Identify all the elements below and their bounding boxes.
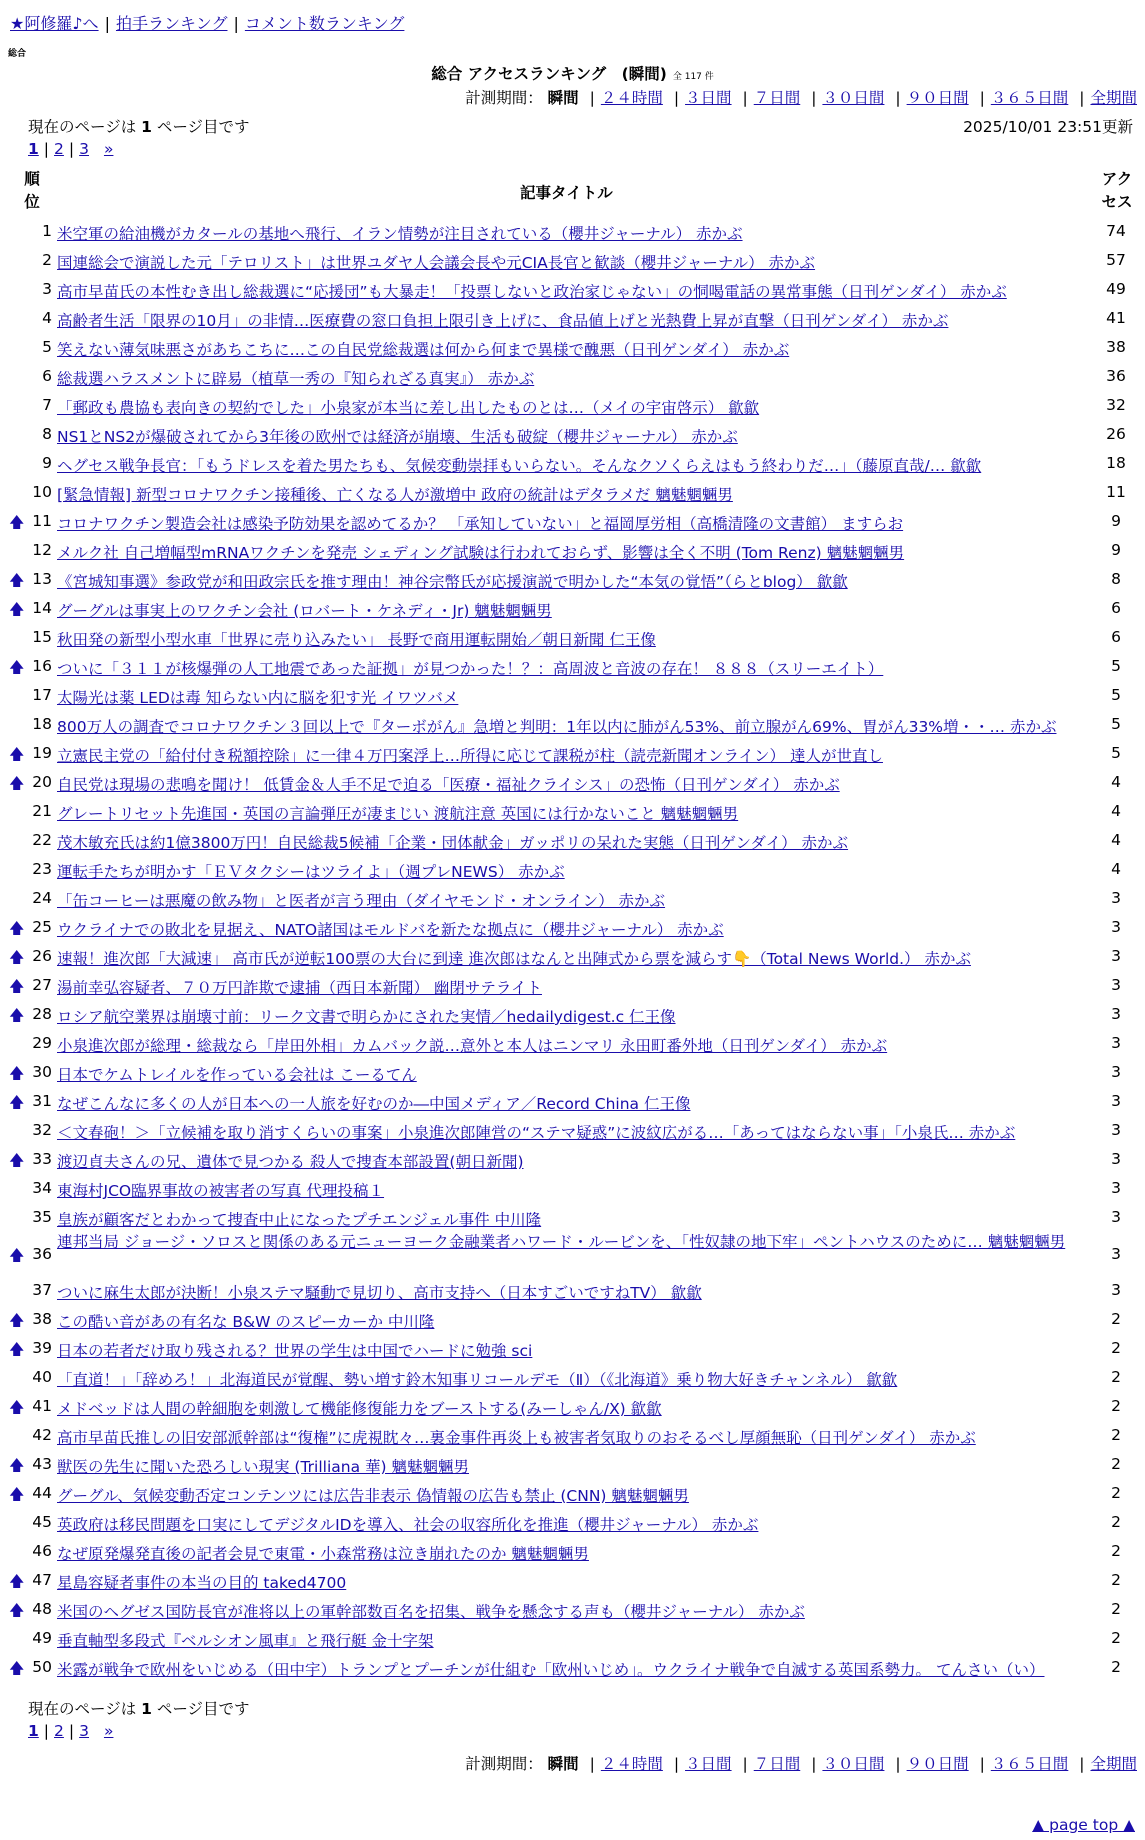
article-title-link[interactable]: ウクライナでの敗北を見据え、NATO諸国はモルドバを新たな拠点に（櫻井ジャーナル） 赤かぶ <box>57 921 724 939</box>
table-row <box>0 1029 1145 1058</box>
top-navigation <box>10 11 404 34</box>
rank-up-arrow-icon: 🡅 <box>9 1246 25 1264</box>
article-title-link[interactable]: ロシア航空業界は崩壊寸前：リーク文書で明らかにされた実情／hedailydigest.c 仁王像 <box>57 1008 676 1026</box>
access-count: 2 <box>1111 1426 1121 1444</box>
article-title-link[interactable]: 米露が戦争で欧州をいじめる（田中宇）トランプとプーチンが仕組む「欧州いじめ」。ウクライナ戦争で自滅する英国系勢力。 てんさい（い） <box>57 1661 1045 1679</box>
access-header: アクセス <box>1101 170 1133 211</box>
rank-number: 3 <box>42 280 52 298</box>
rank-number: 8 <box>42 425 52 443</box>
article-title-link[interactable]: 高齢者生活「限界の10月」の非情…医療費の窓口負担上限引き上げに、食品値上げと光熱費上昇が直撃（日刊ゲンダイ） 赤かぶ <box>57 312 949 330</box>
page-link-3[interactable]: 3 <box>79 1722 90 1740</box>
rank-number: 38 <box>32 1310 52 1328</box>
rank-number: 15 <box>32 628 52 646</box>
access-count: 3 <box>1111 1245 1121 1263</box>
table-row <box>0 304 1145 333</box>
access-count: 11 <box>1106 483 1126 501</box>
access-count: 3 <box>1111 1281 1121 1299</box>
table-row <box>0 1653 1145 1682</box>
rank-number: 18 <box>32 715 52 733</box>
access-count: 2 <box>1111 1368 1121 1386</box>
rank-number: 5 <box>42 338 52 356</box>
table-row <box>0 1392 1145 1421</box>
article-title-link[interactable]: ついに「３１１が核爆弾の人工地震であった証拠」が見つかった！？：高周波と音波の存在！ ８８８（スリーエイト） <box>57 660 884 678</box>
table-row <box>0 1000 1145 1029</box>
page-link-2[interactable]: 2 <box>54 140 64 158</box>
table-row <box>0 1508 1145 1537</box>
access-count: 41 <box>1106 309 1126 327</box>
rank-number: 9 <box>42 454 52 472</box>
rank-number: 17 <box>32 686 52 704</box>
table-row <box>0 1305 1145 1334</box>
rank-number: 31 <box>32 1092 52 1110</box>
rank-number: 16 <box>32 657 52 675</box>
access-count: 9 <box>1111 541 1121 559</box>
period-link-all[interactable]: 全期間 <box>1090 1755 1137 1773</box>
rank-number: 7 <box>42 396 52 414</box>
article-count: 全 117 件 <box>672 72 714 82</box>
rank-up-arrow-icon: 🡅 <box>9 1340 25 1358</box>
article-title-link[interactable]: グレートリセット先進国・英国の言論弾圧が凄まじい 渡航注意 英国には行かないこと 魑魅魍魎男 <box>57 805 739 823</box>
access-count: 4 <box>1111 773 1121 791</box>
access-count: 2 <box>1111 1658 1121 1676</box>
updated-timestamp: 2025/10/01 23:51更新 <box>963 118 1133 136</box>
article-title-link[interactable]: グーグル、気候変動否定コンテンツには広告非表示 偽情報の広告も禁止 (CNN) 魑魅魍魎男 <box>57 1487 689 1505</box>
period-link-90d[interactable]: ９０日間 <box>906 1755 969 1773</box>
access-count: 3 <box>1111 1208 1121 1226</box>
article-title-link[interactable]: 国連総会で演説した元「テロリスト」は世界ユダヤ人会議会長や元CIA長官と歓談（櫻井ジャーナル） 赤かぶ <box>57 254 816 272</box>
rank-number: 14 <box>32 599 52 617</box>
access-count: 3 <box>1111 889 1121 907</box>
table-row <box>0 681 1145 710</box>
article-title-link[interactable]: 運転手たちが明かす「ＥＶタクシーはツライよ」（週プレNEWS） 赤かぶ <box>57 863 565 881</box>
article-title-link[interactable]: なぜ原発爆発直後の記者会見で東電・小森常務は泣き崩れたのか 魑魅魍魎男 <box>57 1545 589 1563</box>
access-count: 2 <box>1111 1310 1121 1328</box>
access-count: 2 <box>1111 1397 1121 1415</box>
article-title-link[interactable]: 立憲民主党の「給付付き税額控除」に一律４万円案浮上…所得に応じて課税が柱（読売新聞オンライン） 達人が世直し <box>57 747 883 765</box>
rank-number: 37 <box>32 1281 52 1299</box>
rank-number: 42 <box>32 1426 52 1444</box>
page-title <box>0 62 1145 84</box>
access-count: 26 <box>1106 425 1126 443</box>
article-title-link[interactable]: 笑えない薄気味悪さがあちこちに…この自民党総裁選は何から何まで異様で醜悪（日刊ゲンダイ） 赤かぶ <box>57 341 790 359</box>
page-link-3[interactable]: 3 <box>79 140 90 158</box>
period-link-7d[interactable]: ７日間 <box>753 1755 801 1773</box>
table-row <box>0 246 1145 275</box>
rank-up-arrow-icon: 🡅 <box>9 745 25 763</box>
table-row <box>0 507 1145 536</box>
rank-number: 6 <box>42 367 52 385</box>
article-title-link[interactable]: 米空軍の給油機がカタールの基地へ飛行、イラン情勢が注目されている（櫻井ジャーナル） 赤かぶ <box>57 225 743 243</box>
article-title-link[interactable]: 星島容疑者事件の本当の目的 taked4700 <box>57 1574 347 1592</box>
access-count: 4 <box>1111 802 1121 820</box>
rank-up-arrow-icon: 🡅 <box>9 1659 25 1677</box>
rank-up-arrow-icon: 🡅 <box>9 1456 25 1474</box>
rank-number: 22 <box>32 831 52 849</box>
access-count: 2 <box>1111 1484 1121 1502</box>
rank-up-arrow-icon: 🡅 <box>9 1485 25 1503</box>
rank-number: 48 <box>32 1600 52 1618</box>
access-count: 3 <box>1111 976 1121 994</box>
clap-ranking-link[interactable]: 拍手ランキング <box>115 14 228 33</box>
table-row <box>0 652 1145 681</box>
table-row <box>0 1450 1145 1479</box>
access-count: 5 <box>1111 715 1121 733</box>
table-row <box>0 217 1145 246</box>
access-count: 3 <box>1111 1179 1121 1197</box>
rank-number: 43 <box>32 1455 52 1473</box>
page-link-current[interactable]: 1 <box>28 140 39 158</box>
article-title-link[interactable]: 高市早苗氏の本性むき出し総裁選に“応援団”も大暴走！「投票しないと政治家じゃない」の恫喝電話の異常事態（日刊ゲンダイ） 赤かぶ <box>57 283 1007 301</box>
rank-number: 47 <box>32 1571 52 1589</box>
article-title-link[interactable]: [緊急情報] 新型コロナワクチン接種後、亡くなる人が激増中 政府の統計はデタラメだ 魑魅魍魎男 <box>57 486 733 504</box>
period-link-7d[interactable]: ７日間 <box>753 89 801 107</box>
access-count: 2 <box>1111 1571 1121 1589</box>
period-selector-top: 計測期間： 瞬間 | ２４時間 | ３日間 | ７日間 | ３０日間 | ９０日間 | ３６５日間 | 全期間 <box>465 89 1137 107</box>
rank-number: 20 <box>32 773 52 791</box>
article-title-link[interactable]: 湯前幸弘容疑者、７０万円詐欺で逮捕（西日本新聞） 幽閉サテライト <box>57 979 542 997</box>
pagination-bottom: 1 | 2 | 3 » <box>28 1722 114 1740</box>
access-count: 2 <box>1111 1339 1121 1357</box>
table-row <box>0 797 1145 826</box>
access-count: 3 <box>1111 1121 1121 1139</box>
ranking-table-body <box>0 217 1145 1682</box>
rank-number: 44 <box>32 1484 52 1502</box>
access-count: 3 <box>1111 1092 1121 1110</box>
rank-number: 29 <box>32 1034 52 1052</box>
rank-up-arrow-icon: 🡅 <box>9 513 25 531</box>
article-title-link[interactable]: 高市早苗氏推しの旧安部派幹部は“復権”に虎視眈々…裏金事件再炎上も被害者気取りのおそるべし厚顔無恥（日刊ゲンダイ） 赤かぶ <box>57 1429 976 1447</box>
article-title-link[interactable]: メドベッドは人間の幹細胞を刺激して機能修復能力をブーストする(みーしゃん/X) 歙歙 <box>57 1400 662 1418</box>
article-title-link[interactable]: 「缶コーヒーは悪魔の飲み物」と医者が言う理由（ダイヤモンド・オンライン） 赤かぶ <box>57 892 666 910</box>
rank-number: 21 <box>32 802 52 820</box>
comment-ranking-link[interactable]: コメント数ランキング <box>244 14 405 33</box>
rank-up-arrow-icon: 🡅 <box>9 774 25 792</box>
access-count: 2 <box>1111 1629 1121 1647</box>
table-row <box>0 1058 1145 1087</box>
page-link-next[interactable]: » <box>103 140 114 158</box>
rank-number: 10 <box>32 483 52 501</box>
table-row <box>0 1232 1145 1276</box>
access-count: 2 <box>1111 1455 1121 1473</box>
table-row <box>0 1363 1145 1392</box>
access-count: 2 <box>1111 1542 1121 1560</box>
access-count: 4 <box>1111 831 1121 849</box>
access-count: 5 <box>1111 744 1121 762</box>
rank-up-arrow-icon: 🡅 <box>9 1006 25 1024</box>
period-link-3d[interactable]: ３日間 <box>685 89 732 107</box>
article-title-link[interactable]: 「郵政も農協も表向きの契約でした」小泉家が本当に差し出したものとは…（メイの宇宙啓示） 歙歙 <box>57 399 760 417</box>
page-top-link[interactable]: ▲ page top ▲ <box>1032 1816 1135 1834</box>
period-link-3d[interactable]: ３日間 <box>685 1755 732 1773</box>
article-title-link[interactable]: 連邦当局 ジョージ・ソロスと関係のある元ニューヨーク金融業者ハワード・ルービンを、「性奴隷の地下牢」ペントハウスのために… 魑魅魍魎男 <box>57 1233 1066 1251</box>
access-count: 3 <box>1111 918 1121 936</box>
rank-up-arrow-icon: 🡅 <box>9 1093 25 1111</box>
rank-number: 11 <box>32 512 52 530</box>
period-link-30d[interactable]: ３０日間 <box>822 1755 885 1773</box>
access-count: 6 <box>1111 628 1121 646</box>
separator: | <box>104 14 110 33</box>
table-row <box>0 1479 1145 1508</box>
period-link-24h[interactable]: ２４時間 <box>600 89 663 107</box>
rank-number: 34 <box>32 1179 52 1197</box>
rank-number: 27 <box>32 976 52 994</box>
rank-number: 26 <box>32 947 52 965</box>
table-row <box>0 623 1145 652</box>
category-label: 総合 <box>8 49 27 59</box>
home-link[interactable]: ★阿修羅♪へ <box>10 14 99 33</box>
rank-up-arrow-icon: 🡅 <box>9 1572 25 1590</box>
table-row <box>0 710 1145 739</box>
article-title-link[interactable]: 獣医の先生に聞いた恐ろしい現実 (Trilliana 華) 魑魅魍魎男 <box>57 1458 469 1476</box>
access-count: 2 <box>1111 1513 1121 1531</box>
table-row <box>0 884 1145 913</box>
access-count: 57 <box>1106 251 1126 269</box>
table-row <box>0 1276 1145 1305</box>
access-count: 49 <box>1106 280 1126 298</box>
access-count: 3 <box>1111 1063 1121 1081</box>
article-title-link[interactable]: 皇族が顧客だとわかって捜査中止になったプチエンジェル事件 中川隆 <box>57 1211 542 1229</box>
access-count: 38 <box>1106 338 1126 356</box>
period-link-365d[interactable]: ３６５日間 <box>990 89 1069 107</box>
article-title-link[interactable]: 自民党は現場の悲鳴を聞け！ 低賃金＆人手不足で迫る「医療・福祉クライシス」の恐怖（日刊ゲンダイ） 赤かぶ <box>57 776 840 794</box>
rank-up-arrow-icon: 🡅 <box>9 977 25 995</box>
table-row <box>0 826 1145 855</box>
rank-number: 28 <box>32 1005 52 1023</box>
article-title-link[interactable]: グーグルは事実上のワクチン会社 (ロバート・ケネディ・Jr) 魑魅魍魎男 <box>57 602 552 620</box>
access-count: 6 <box>1111 599 1121 617</box>
rank-number: 32 <box>32 1121 52 1139</box>
rank-number: 49 <box>32 1629 52 1647</box>
table-row <box>0 594 1145 623</box>
rank-up-arrow-icon: 🡅 <box>9 571 25 589</box>
rank-up-arrow-icon: 🡅 <box>9 1601 25 1619</box>
access-count: 18 <box>1106 454 1126 472</box>
rank-number: 35 <box>32 1208 52 1226</box>
current-page-info-bottom: 現在のページは 1 ページ目です <box>28 1700 250 1718</box>
ranking-table-header <box>0 168 1145 214</box>
rank-header: 順位 <box>24 170 40 211</box>
period-current: 瞬間 <box>547 1755 579 1773</box>
period-link-24h[interactable]: ２４時間 <box>600 1755 663 1773</box>
period-link-365d[interactable]: ３６５日間 <box>990 1755 1069 1773</box>
page-link-next[interactable]: » <box>103 1722 114 1740</box>
access-count: 74 <box>1106 222 1126 240</box>
access-count: 9 <box>1111 512 1121 530</box>
period-link-30d[interactable]: ３０日間 <box>822 89 885 107</box>
article-title-link[interactable]: なぜこんなに多くの人が日本への一人旅を好むのか―中国メディア／Record China 仁王像 <box>57 1095 691 1113</box>
access-count: 8 <box>1111 570 1121 588</box>
period-selector-bottom: 計測期間： 瞬間 | ２４時間 | ３日間 | ７日間 | ３０日間 | ９０日間 | ３６５日間 | 全期間 <box>465 1755 1137 1773</box>
table-row <box>0 1203 1145 1232</box>
article-title-link[interactable]: 小泉進次郎が総理・総裁なら「岸田外相」カムバック説…意外と本人はニンマリ 永田町番外地（日刊ゲンダイ） 赤かぶ <box>57 1037 888 1055</box>
table-row <box>0 333 1145 362</box>
access-count: 3 <box>1111 1005 1121 1023</box>
access-count: 32 <box>1106 396 1126 414</box>
article-title-link[interactable]: 垂直軸型多段式『ベルシオン風車』と飛行艇 金十字架 <box>57 1632 434 1650</box>
rank-number: 50 <box>32 1658 52 1676</box>
table-row <box>0 942 1145 971</box>
separator: | <box>233 14 239 33</box>
article-title-link[interactable]: 渡辺貞夫さんの兄、遺体で見つかる 殺人で捜査本部設置(朝日新聞) <box>57 1153 524 1171</box>
title-header: 記事タイトル <box>520 184 613 202</box>
period-current: 瞬間 <box>547 89 579 107</box>
article-title-link[interactable]: 日本でケムトレイルを作っている会社は こーるてん <box>57 1066 417 1084</box>
rank-up-arrow-icon: 🡅 <box>9 919 25 937</box>
table-row <box>0 1595 1145 1624</box>
rank-number: 12 <box>32 541 52 559</box>
table-row <box>0 1537 1145 1566</box>
access-count: 3 <box>1111 1034 1121 1052</box>
article-title-link[interactable]: コロナワクチン製造会社は感染予防効果を認めてるか？ 「承知していない」と福岡厚労相（高橋清隆の文書館） ますらお <box>57 515 904 533</box>
access-count: 4 <box>1111 860 1121 878</box>
table-row <box>0 1145 1145 1174</box>
article-title-link[interactable]: 速報！進次郎「大減速」 高市氏が逆転100票の大台に到達 進次郎はなんと出陣式から票を減らす👇（Total News World.） 赤かぶ <box>57 950 971 968</box>
rank-number: 2 <box>42 251 52 269</box>
pagination-top: 1 | 2 | 3 » <box>28 140 114 158</box>
table-row <box>0 855 1145 884</box>
current-page-info: 現在のページは 1 ページ目です <box>28 118 250 136</box>
table-row <box>0 768 1145 797</box>
access-count: 3 <box>1111 947 1121 965</box>
rank-number: 24 <box>32 889 52 907</box>
article-title-link[interactable]: 東海村JCO臨界事故の被害者の写真 代理投稿１ <box>57 1182 385 1200</box>
table-row <box>0 1174 1145 1203</box>
rank-number: 4 <box>42 309 52 327</box>
rank-up-arrow-icon: 🡅 <box>9 948 25 966</box>
article-title-link[interactable]: ＜文春砲！＞「立候補を取り消すくらいの事案」小泉進次郎陣営の“ステマ疑惑”に波紋広がる…「あってはならない事」「小泉氏… 赤かぶ <box>57 1124 1016 1142</box>
article-title-link[interactable]: NS1とNS2が爆破されてから3年後の欧州では経済が崩壊、生活も破綻（櫻井ジャーナル） 赤かぶ <box>57 428 738 446</box>
page-link-2[interactable]: 2 <box>54 1722 64 1740</box>
access-count: 36 <box>1106 367 1126 385</box>
article-title-link[interactable]: メルク社 自己増幅型mRNAワクチンを発売 シェディング試験は行われておらず、影響は全く不明 (Tom Renz) 魑魅魍魎男 <box>57 544 905 562</box>
table-row <box>0 1334 1145 1363</box>
article-title-link[interactable]: 英政府は移民問題を口実にしてデジタルIDを導入、社会の収容所化を推進（櫻井ジャーナル） 赤かぶ <box>57 1516 759 1534</box>
table-row <box>0 1116 1145 1145</box>
table-row <box>0 971 1145 1000</box>
table-row <box>0 1087 1145 1116</box>
article-title-link[interactable]: この酷い音があの有名な B&W のスピーカーか 中川隆 <box>57 1313 435 1331</box>
table-row <box>0 1566 1145 1595</box>
article-title-link[interactable]: 秋田発の新型小型水車「世界に売り込みたい」 長野で商用運転開始／朝日新聞 仁王像 <box>57 631 656 649</box>
table-row <box>0 362 1145 391</box>
rank-number: 33 <box>32 1150 52 1168</box>
article-title-link[interactable]: 太陽光は薬 LEDは毒 知らない内に脳を犯す光 イワツバメ <box>57 689 459 707</box>
rank-number: 40 <box>32 1368 52 1386</box>
access-count: 2 <box>1111 1600 1121 1618</box>
article-title-link[interactable]: 《宮城知事選》参政党が和田政宗氏を推す理由！神谷宗幣氏が応援演説で明かした“本気の覚悟”（らとblog） 歙歙 <box>57 573 848 591</box>
rank-number: 41 <box>32 1397 52 1415</box>
rank-up-arrow-icon: 🡅 <box>9 1151 25 1169</box>
table-row <box>0 275 1145 304</box>
period-link-all[interactable]: 全期間 <box>1090 89 1137 107</box>
period-label: 計測期間： <box>465 1755 543 1773</box>
rank-number: 45 <box>32 1513 52 1531</box>
table-row <box>0 449 1145 478</box>
rank-number: 39 <box>32 1339 52 1357</box>
rank-number: 36 <box>32 1245 52 1263</box>
page-link-current[interactable]: 1 <box>28 1722 39 1740</box>
article-title-link[interactable]: 総裁選ハラスメントに辟易（植草一秀の『知られざる真実』） 赤かぶ <box>57 370 535 388</box>
access-count: 3 <box>1111 1150 1121 1168</box>
article-title-link[interactable]: 800万人の調査でコロナワクチン３回以上で『ターボがん』急増と判明：1年以内に肺がん53%、前立腺がん69%、胃がん33%増・・… 赤かぶ <box>57 718 1057 736</box>
access-count: 5 <box>1111 657 1121 675</box>
article-title-link[interactable]: 日本の若者だけ取り残される？世界の学生は中国でハードに勉強 sci <box>57 1342 533 1360</box>
table-row <box>0 913 1145 942</box>
rank-up-arrow-icon: 🡅 <box>9 600 25 618</box>
table-row <box>0 1421 1145 1450</box>
period-link-90d[interactable]: ９０日間 <box>906 89 969 107</box>
article-title-link[interactable]: 米国のヘグゼス国防長官が准将以上の軍幹部数百名を招集、戦争を懸念する声も（櫻井ジャーナル） 赤かぶ <box>57 1603 805 1621</box>
rank-up-arrow-icon: 🡅 <box>9 1064 25 1082</box>
rank-number: 19 <box>32 744 52 762</box>
table-row <box>0 739 1145 768</box>
table-row <box>0 420 1145 449</box>
table-row <box>0 478 1145 507</box>
access-count: 5 <box>1111 686 1121 704</box>
page-title-text: 総合 アクセスランキング (瞬間) <box>431 65 667 83</box>
table-row <box>0 565 1145 594</box>
table-row <box>0 391 1145 420</box>
rank-up-arrow-icon: 🡅 <box>9 1398 25 1416</box>
article-title-link[interactable]: 「直道！」「辞めろ！」北海道民が覚醒、勢い増す鈴木知事リコールデモ（Ⅱ）（《北海道》乗り物大好きチャンネル） 歙歙 <box>57 1371 898 1389</box>
rank-number: 13 <box>32 570 52 588</box>
rank-number: 23 <box>32 860 52 878</box>
article-title-link[interactable]: ついに麻生太郎が決断！小泉ステマ騒動で見切り、高市支持へ（日本すごいですねTV） 歙歙 <box>57 1284 702 1302</box>
rank-up-arrow-icon: 🡅 <box>9 658 25 676</box>
rank-number: 30 <box>32 1063 52 1081</box>
table-row <box>0 1624 1145 1653</box>
article-title-link[interactable]: ヘグセス戦争長官：「もうドレスを着た男たちも、気候変動崇拝もいらない。そんなクソくらえはもう終わりだ…」（藤原直哉/… 歙歙 <box>57 457 982 475</box>
period-label: 計測期間： <box>465 89 543 107</box>
table-row <box>0 536 1145 565</box>
rank-up-arrow-icon: 🡅 <box>9 1311 25 1329</box>
rank-number: 46 <box>32 1542 52 1560</box>
rank-number: 1 <box>42 222 52 240</box>
rank-number: 25 <box>32 918 52 936</box>
article-title-link[interactable]: 茂木敏充氏は約1億3800万円！自民総裁5候補「企業・団体献金」ガッポリの呆れた実態（日刊ゲンダイ） 赤かぶ <box>57 834 849 852</box>
